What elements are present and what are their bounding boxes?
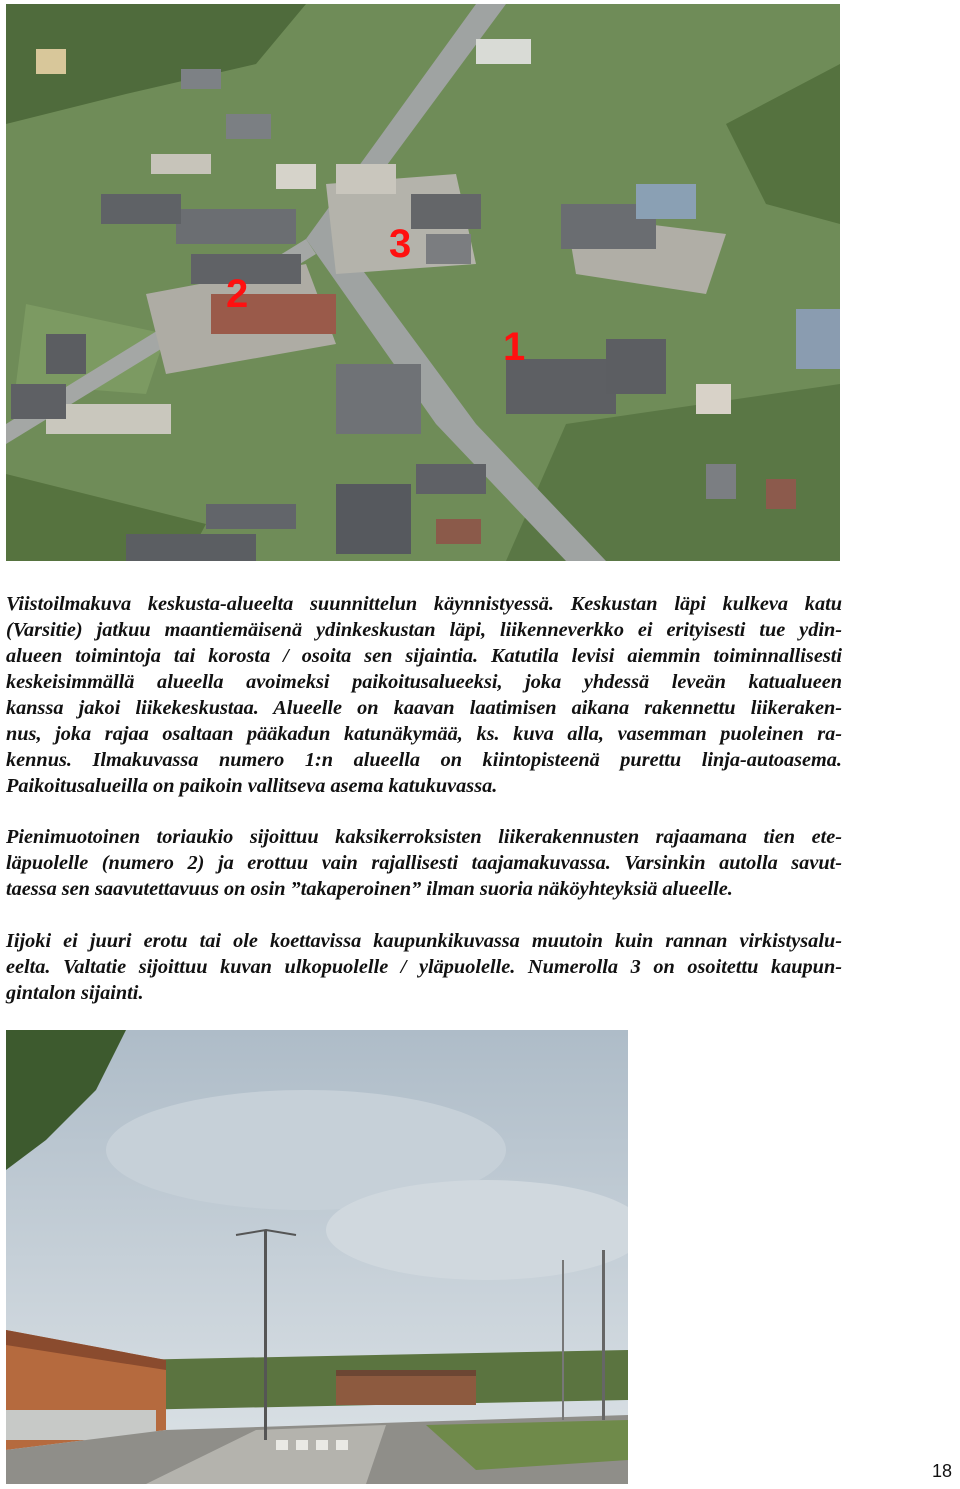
page-number: 18: [931, 1461, 952, 1481]
street-photo: [6, 1030, 628, 1484]
paragraph-line: Paikoitusalueilla on paikoin vallitseva asema katukuvassa.: [6, 775, 498, 797]
paragraph-line: alueen toimintoja tai korosta / osoita sen sijaintia. Katutila levisi aiemmin toiminnallisesti: [6, 645, 842, 667]
aerial-photo: [6, 4, 840, 561]
description-paragraph-3: [6, 928, 842, 1006]
description-paragraph-2: [6, 824, 842, 902]
street-photo-graphic: [6, 1030, 628, 1484]
aerial-marker-2: 2: [226, 272, 249, 316]
paragraph-line: gintalon sijainti.: [6, 982, 144, 1004]
paragraph-line: Viistoilmakuva keskusta-alueelta suunnittelun käynnistyessä. Keskustan läpi kulkeva katu: [6, 593, 842, 615]
paragraph-line: läpuolelle (numero 2) ja erottuu vain rajallisesti taajamakuvassa. Varsinkin autolla savut-: [6, 852, 842, 874]
description-paragraph-1: [6, 591, 842, 799]
paragraph-line: (Varsitie) jatkuu maantiemäisenä ydinkeskustan läpi, liikenneverkko ei erityisesti tue ydin-: [6, 619, 842, 641]
paragraph-line: kennus. Ilmakuvassa numero 1:n alueella on kiintopisteenä purettu linja-autoasema.: [6, 749, 842, 771]
paragraph-line: nus, joka rajaa osaltaan pääkadun katunäkymää, ks. kuva alla, vasemman puoleinen ra-: [6, 723, 842, 745]
paragraph-line: Iijoki ei juuri erotu tai ole koettavissa kaupunkikuvassa muutoin kuin rannan virkistysalu-: [6, 930, 842, 952]
aerial-marker-1: 1: [503, 325, 526, 369]
paragraph-line: taessa sen saavutettavuus on osin ”takaperoinen” ilman suoria näköyhteyksiä alueelle.: [6, 878, 733, 900]
aerial-photo-graphic: [6, 4, 840, 561]
paragraph-line: kanssa jakoi liikekeskustaa. Alueelle on kaavan laatimisen aikana rakennettu liikeraken-: [6, 697, 842, 719]
aerial-marker-3: 3: [389, 222, 412, 266]
paragraph-line: eelta. Valtatie sijoittuu kuvan ulkopuolelle / yläpuolelle. Numerolla 3 on osoitettu kaupun-: [6, 956, 842, 978]
paragraph-line: Pienimuotoinen toriaukio sijoittuu kaksikerroksisten liikerakennusten rajaamana tien ete-: [6, 826, 842, 848]
paragraph-line: keskeisimmällä alueella avoimeksi paikoitusalueeksi, joka yhdessä leveän katualueen: [6, 671, 842, 693]
